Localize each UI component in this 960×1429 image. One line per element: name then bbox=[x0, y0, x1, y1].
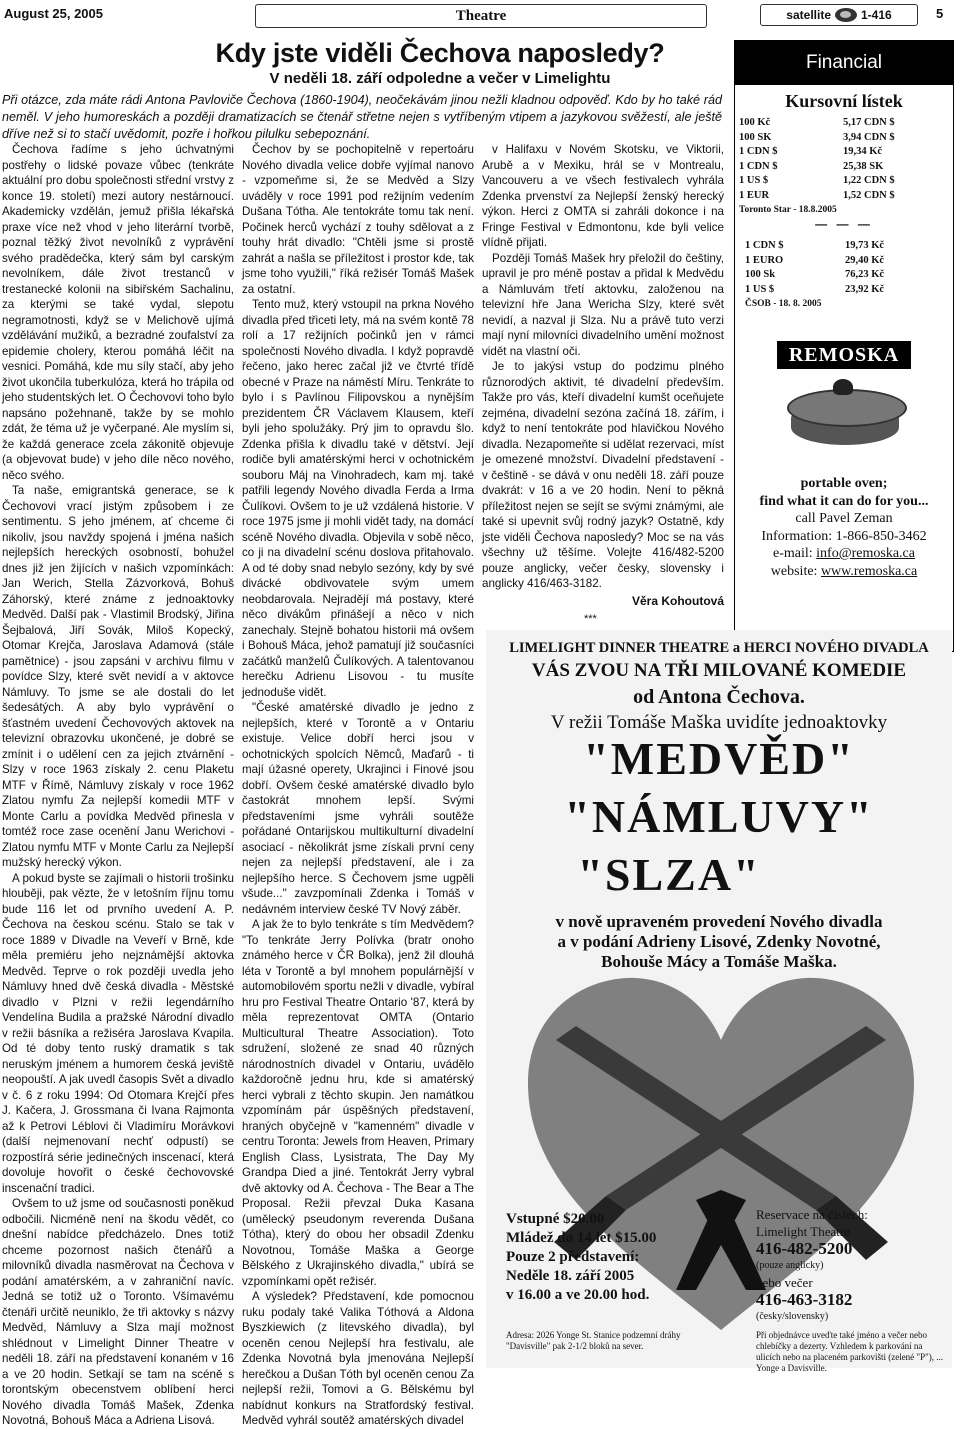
paragraph: Ta naše, emigrantská generace, se k Čechovovi vrací jistým způsobem i ze sentimentu. S jeho jménem, ať chceme či nikoliv, jsou navždy spojená i jména našich nejlepších hereckých osobností, bohužel dnes již jen žijících v našich vzpomínkách: Jan Werich, Stella Zázvorková, Bohuš Záhorský, které známe z jednoaktovky Medvěd. Další pak - Vlastimil Brodský, Jiřina Šejbalová, Jiří Sovák, Miloš Kopecký, Otomar Krejča, Jaroslava Adamová (stále pamětnice) - jsou zapsáni v archivu filmu v povídce Slzy, které svět nevidí a v aktovce Námluvy. To jsme se ale dostali do let šedesátých. A aby bylo vyprávění o šťastném uvedení Čechovových aktovek na televizní obrazovku ukončené, je dobré se zmínit i o udělení cen za jejich ztvárnění - Slzy v roce 1963 získaly 2. cenu Plaketu MTF v Římě, Námluvy získaly v roce 1962 Zlatou nymfu Za nejlepší komedii MTF v Monte Carlu a povídka Medvěd přinesla v tomtéž roce zase ocenění Janu Werichovi - Zlatou nymfu MTF v Monte Carlu za Nejlepší mužský herecký výkon. bbox=[2, 484, 234, 869]
poster-line: a v podání Adrieny Lisové, Zdenky Novotné, bbox=[557, 932, 881, 951]
poster-line: V režii Tomáše Maška uvidíte jednoaktovky bbox=[550, 712, 888, 733]
play-title-slza: "SLZA" bbox=[577, 849, 761, 900]
article-title: Kdy jste viděli Čechova naposledy? bbox=[215, 38, 665, 68]
website-link[interactable]: www.remoska.ca bbox=[820, 563, 918, 579]
rate-row: 1 EURO 29,40 Kč bbox=[745, 254, 885, 266]
paragraph: Čechov by se pochopitelně v repertoáru Nového divadla velice dobře vyjímal nanovo - vzpomeňme si, že se Medvěd a Slzy uváděly v roce 1991 pod režijním vedením Dušana Tótha. Ale tentokráte tomu tak není. Počinek herců vychází z touhy sdělovat a z touhy hrát divadlo: "Chtěli jsme si prostě zahrát a našla se příležitost i prostor kde, tak jsme toho využili," říká režisér Tomáš Mašek za ostatní. bbox=[242, 143, 474, 296]
poster-line: Bohouše Mácy a Tomáše Maška. bbox=[601, 952, 837, 971]
poster-line: od Antona Čechova. bbox=[633, 686, 805, 708]
issue-number: 1-416 bbox=[861, 8, 892, 22]
oven-image bbox=[779, 371, 909, 471]
reservation-phone: 416-463-3182 bbox=[756, 1290, 853, 1309]
exchange-rate-heading: Kursovní lístek bbox=[785, 91, 903, 111]
play-title-medved: "MEDVĚD" bbox=[583, 733, 855, 784]
issue-date: August 25, 2005 bbox=[4, 6, 103, 21]
ad-line: call Pavel Zeman bbox=[795, 511, 893, 526]
ad-web-line: website: www.remoska.ca bbox=[770, 563, 918, 579]
section-title: Theatre bbox=[255, 4, 707, 28]
reservation-note: Při objednávce uveďte také jméno a večer nebo chlebíčky a dezerty. Vzhledem k parkování na ulicích nebo na placeném parkovišti (zelené "P"), ... Yonge a Davisville. bbox=[756, 1330, 944, 1373]
theatre-poster bbox=[486, 630, 952, 1373]
divider: — — — bbox=[815, 217, 873, 231]
article-column-2 bbox=[242, 142, 474, 1427]
page-number: 5 bbox=[936, 6, 944, 21]
reservation-phone: 416-482-5200 bbox=[756, 1239, 853, 1258]
paragraph: Je to jakýsi vstup do podzimu plného různorodých aktivit, té divadelní především. Takže pro vás, kteří divadelní kumšt oceňujete zejména, divadelní sezóna začíná 18. zářím, i když to není tentokráte pod hlavičkou Nového divadla. Nezapomeňte si udělat rezervaci, míst je omezené množství. Divadelní představení - v češtině - se dává v onu neděli 18. září pouze dvakrát: v 16 a ve 20 hodin. Není to pěkná příležitost nejen se sejít se svými známými, ale také si upevnit svůj rodný jazyk? Ostatně, kdy jste viděli Čechova naposledy? Moc se na vás všechny už těšíme. Volejte 416/482-5200 pouze anglicky, večer česky, slovensky i anglicky 416/463-3182. bbox=[482, 360, 724, 590]
paragraph: "České amatérské divadlo je jedno z nejlepších, které v Torontě a v Ontariu existuje. Velice dobří herci jsou v ochotnických spolcích Němců, Maďarů - ti mají úžasné operety, Ukrajinci i Finové jsou dobří. Ovšem české amatérské divadlo bylo častokrát mnohem lepší. Svými představeními jsme vyhráli soutěže pořádané Ontarijskou multikulturní divadelní asociací - několikrát jsme získali první ceny nejen za nejlepší představení, ale i za nejlepšího herce. S Čechovem jsme ugpěli všude..." zavzpomínali Zdenka i Tomáš v nedávném interview české TV Nový záběr. bbox=[242, 701, 474, 916]
globe-icon bbox=[835, 8, 857, 22]
publication-badge bbox=[760, 4, 918, 26]
article-subtitle: V neděli 18. září odpoledne a večer v Limelightu bbox=[269, 70, 611, 87]
paragraph: Čechova řadíme s jeho úchvatnými postřehy o lidské povaze vůbec (tenkráte aktuální pro dobu společnosti střední vrstvy z konce 19. století) mezi autory nestárnoucí. Akademicky vzdělán, jemuž přišla lékařská praxe více než vhod v jeho literární tvorbě, poznal těžký život nevolníků z vyprávění svého pradědečka, který sám byl carským nevolníkem, dále život trestanců v trestanecké kolonii na sibiřském Sachalinu, za kterými se také vydal, slepotu negramotnosti, když se v Melichově ujímá vzdělávání mužiků, a bezradné zoufalství za epidemie cholery, kterou pomáhá léčit na vesnici. Pomáhá, kde mu síly stačí, aby jeho život ukončila tuberkulóza, která ho trápila od jeho studentských let. O Čechovovi toho bylo napsáno požehnaně, takže by se mohlo zdát, že téma už je vyčerpané. Ale myslím si, že každá generace zcela zákonitě objevuje (a objevovat bude) v jeho díle něco nového, něco svého. bbox=[2, 143, 235, 482]
ticket-info: Vstupné $20.00 Mládež do 14 let $15.00 Pouze 2 představení: Neděle 18. září 2005 v 16.00 a ve 20.00 hod. bbox=[506, 1211, 657, 1303]
poster-line: VÁS ZVOU NA TŘI MILOVANÉ KOMEDIE bbox=[531, 660, 907, 681]
play-title-namluvy: "NÁMLUVY" bbox=[564, 791, 874, 842]
poster-line: LIMELIGHT DINNER THEATRE a HERCI NOVÉHO DIVADLA bbox=[509, 640, 929, 656]
rates-source: Toronto Star - 18.8.2005 bbox=[739, 205, 837, 215]
financial-sidebar bbox=[734, 40, 954, 652]
paragraph: v Halifaxu v Novém Skotsku, ve Viktorii, Arubě a v Mexiku, hrál se v Montrealu, Vancouveru a ve všech festivalech vyhrála Zdenka prvenství za Nejlepší ženský herecký výkon. Herci z OMTA si zahráli dokonce i na Fringe Festival v Edmontonu, kde byli velice vlídně přijati. bbox=[482, 143, 724, 249]
article-author: Věra Kohoutová bbox=[631, 593, 724, 608]
rate-row: 1 CDN $ 25,38 SK bbox=[739, 160, 884, 172]
rate-row: 1 CDN $ 19,34 Kč bbox=[739, 146, 883, 157]
ad-line: find what it can do for you... bbox=[759, 493, 929, 509]
ad-phone: Information: 1-866-850-3462 bbox=[761, 528, 927, 544]
paragraph: Tento muž, který vstoupil na prkna Nového divadla před třiceti lety, má na svém kontě 78 rolí a 17 režijních počinků jen v rámci společnosti Nového divadla. I když popravdě řečeno, jako herec začal již ve čtvrté třídě obecné v Praze na náměstí Míru. Tenkráte to bylo i s Pavlínou Filipovskou a nynějším prezidentem ČR Václavem Klausem, kteří byli jeho spolužáky. Prý jim to opravdu šlo. Zdenka přišla k divadlu také v dětství. Její rodiče byli amatérskými herci v ochotnickém souboru Máj na Vinohradech, kam mj. také patřili legendy Nového divadla Ferda a Irma Čulíkovi. Ovšem to je už vzdálená historie. V roce 1975 jsme ji mohli vidět tady, na domácí scéně Nového divadla. Objevila v sobě něco, co ji na divadelní scénu doslova přitahovalo. A od té doby snad nebylo sezóny, kdy by své divácké obdivovatele svým umem neobdarovala. Nejradějí má postavy, které něco divákům přinášejí a něco v nich zanechaly. Stejně bohatou historii má ovšem i Bohouš Máca, jehož pamatují již současníci začátků manželů Čulíkových. A talentovanou herečku Adrienu Lisovou - tu musíte jednoduše vidět. bbox=[242, 298, 474, 699]
publication-name: satellite bbox=[786, 8, 831, 22]
remoska-ad-text bbox=[735, 475, 953, 580]
paragraph: A pokud byste se zajímali o historii trošinku hlouběji, pak vězte, že v letošním říjnu tomu bude 116 let od prvního uvedení A. P. Čechova na českou scénu. Stalo se tak v roce 1889 v Divadle na Veveří v Brně, kde měla premiéru jeho nejznámější aktovka Medvěd. Teprve o rok později uvedla jeho Námluvy hned dvě česká divadla - Městské divadlo v Plzni v režii legendárního Vendelína Budila a pražské Národní divadlo v režii básníka a režiséra Jaroslava Kvapila. Od té doby tento ruský dramatik s tak neruským jménem a humorem česká jeviště neopouští. A jak uvedl časopis Svět a divadlo v č. 6 z roku 1994: Od Otomara Krejčí přes J. Kačera, J. Grossmana či Ivana Rajmonta až k Petrovi Léblovi či Vladimíru Morávkovi (další nejmenovaní nechť odpustí) se rozpostírá série jedinečných inscenací, která dovoluje hovořit o české čechovovské inscenační tradici. bbox=[2, 871, 234, 1195]
paragraph: A výsledek? Představení, kde pomocnou ruku podaly také Valika Tóthová a Aldona Byszkiewich (z litevského divadla), byl oceněn cenou Nejlepší hra festivalu, ale Zdenka Novotná byla jmenována Nejlepší herečkou a Dušan Tóth byl oceněn cenou Za nejlepší režii, Tomovi a G. Bělskému byl nabídnut konkurs na Stratfordský festival. Medvěd vyhrál soutěž amatérských divadel bbox=[242, 1290, 474, 1427]
exchange-rates-cad bbox=[735, 112, 953, 203]
rate-row: 1 US $ 1,22 CDN $ bbox=[739, 175, 895, 186]
ad-line: portable oven; bbox=[800, 476, 888, 491]
address-note: Adresa: 2026 Yonge St. Stanice podzemní dráhy "Davisville" pak 2-1/2 bloků na sever. bbox=[506, 1330, 681, 1351]
article-lead: Při otázce, zda máte rádi Antona Pavloviče Čechova (1860-1904), neočekávám jinou nežli kladnou odpověď. Kdo by ho také rád neměl. V jeho humoreskách a později dramatizacích se čtenář střetne nejen s vytříbeným vtipem a jazykovou svěžestí, ale ještě dříve než si to stačí uvědomit, pozře i hořkou pilulku sebepoznání. bbox=[2, 93, 722, 141]
remoska-logo: REMOSKA bbox=[777, 341, 911, 369]
section-end-marker: *** bbox=[584, 613, 597, 625]
paragraph: A jak že to bylo tenkráte s tím Medvědem? "To tenkráte Jerry Polívka (bratr onoho známého herce v ČR Bolka), jenž žil dlouhá léta v Torontě a byl mnohem populárnější v automobilovém sportu nežli v divadle, vybíral hru pro Festival Theatre Ontario '87, která by měla reprezentovat OMTA (Ontario Multicultural Theatre Association). Toto sdružení, složené ze snad 40 různých národnostních divadel v Ontariu, uvádělo každoročně jednu hru, kde si amatérský herci vybrali z těchto skupin. Jen namátkou vzpomínám pár úspěšných představení, hraných obyčejně v "kamenném" divadle v centru Toronta: Jewels from Heaven, Primary English Class, Lysistrata, The Day My Grandpa Died a jiné. Tentokrát Jerry vybral dvě aktovky od A. Čechova - The Bear a The Proposal. Režii převzal Duka Kasana (umělecký pseudonym reverenda Dušana Tótha), který do obou her obsadil Zdenku Novotnou, Tomáše Maška a George Bělského z Ukrajinského divadla," ubírá se vzpomínkami opět režisér. bbox=[242, 918, 474, 1288]
paragraph: Ovšem to už jsme od současnosti poněkud odbočili. Nicméně není na škodu vědět, co dnešní nabídce předcházelo. Dnes totiž chceme pozornost našich čtenářů a milovníků divadla nasměrovat na Čechova v podání amatérském, a v zahraniční navíc. Jedná se totiž už o Toronto. Všímavému čtenáři určitě neuniklo, že tři aktovky s názvy Medvěd, Námluvy a Slza mají možnost shlédnout v Limelight Dinner Theatre v neděli 18. září na představení konaném v 16 a ve 20 hodin. Setkají se tam na scéně s torontským obecenstvem oblíbení herci Nového divadla Tomáš Mašek, Zdenka Novotná, Bohouš Máca a Adriena Lisová. bbox=[2, 1197, 234, 1427]
rate-row: 1 EUR 1,52 CDN $ bbox=[739, 189, 895, 201]
paragraph: Později Tomáš Mašek hry přeložil do češtiny, upravil je pro méně postav a přidal k Medvědu a Námluvám třetí aktovku, založenou na televizní hře Jana Wericha Slzy, které svět nevidí, a nazval ji Slza. Nu a právě tuto verzi mají nyní milovníci divadelního umění možnost vidět na vlastní oči. bbox=[482, 251, 724, 358]
exchange-rates-czk bbox=[735, 235, 953, 297]
rate-row: 1 US $ 23,92 Kč bbox=[745, 283, 885, 295]
reservation-info: Reservace na číslech: Limelight Theatre 416-482-5200 (pouze anglicky) nebo večer 416-463-3182 (česky/slovensky) bbox=[756, 1206, 946, 1325]
rate-row: 100 Kč 5,17 CDN $ bbox=[739, 117, 895, 128]
ad-email-line: e-mail: info@remoska.ca bbox=[773, 546, 915, 561]
rate-row: 100 Sk 76,23 Kč bbox=[745, 269, 885, 280]
article-column-3 bbox=[482, 142, 724, 609]
rate-row: 100 SK 3,94 CDN $ bbox=[739, 131, 895, 143]
rate-row: 1 CDN $ 19,73 Kč bbox=[745, 240, 885, 251]
poster-line: v nově upraveném provedení Nového divadla bbox=[555, 912, 883, 931]
article-column-1 bbox=[2, 142, 235, 1427]
email-link[interactable]: info@remoska.ca bbox=[816, 546, 915, 561]
financial-header: Financial bbox=[735, 41, 953, 85]
rates-source: ČSOB - 18. 8. 2005 bbox=[745, 299, 822, 309]
